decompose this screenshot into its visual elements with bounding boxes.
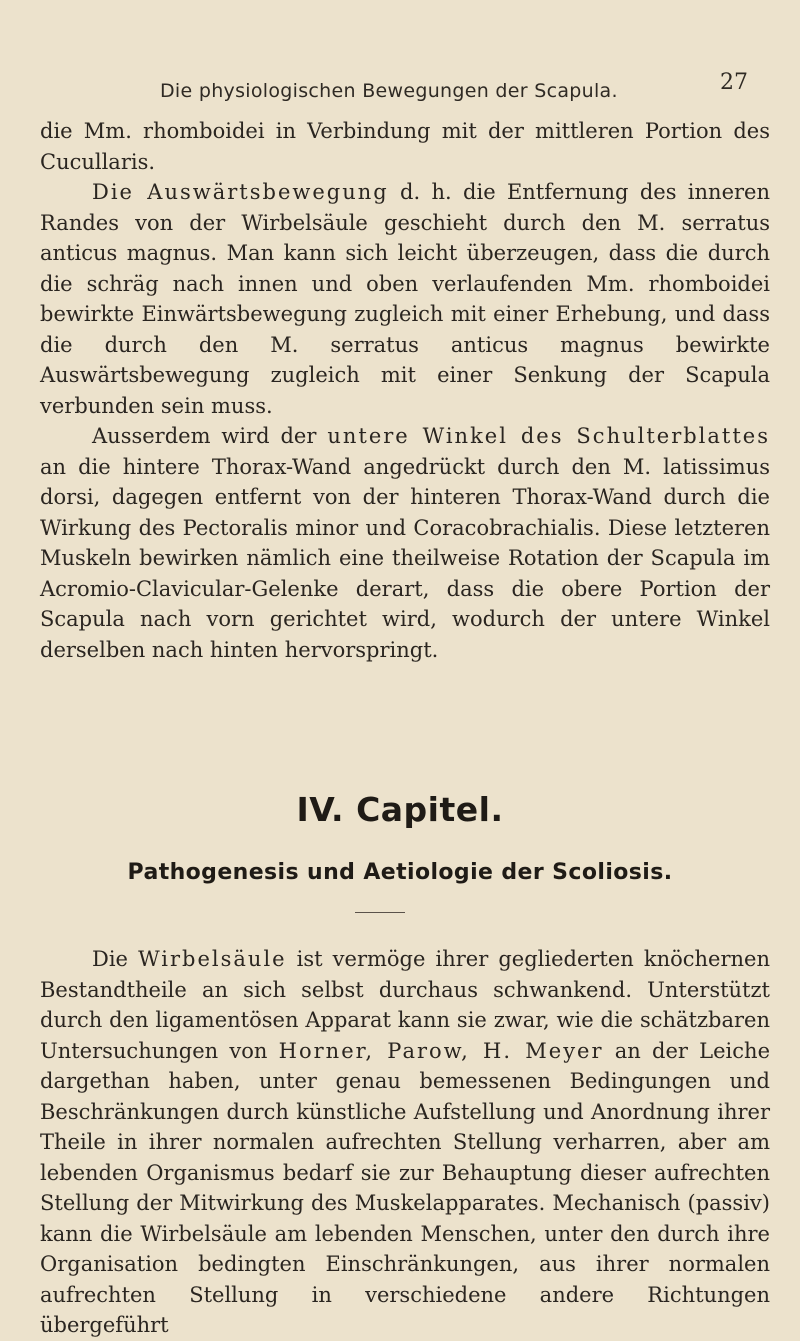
chapter-title: IV. Capitel. bbox=[296, 790, 504, 829]
chapter-paragraph bbox=[40, 944, 770, 1341]
chapter-body bbox=[40, 944, 770, 1341]
page-number: 27 bbox=[720, 70, 748, 95]
emphasis-term: Wirbelsäule bbox=[138, 947, 287, 971]
paragraph-text: d. h. die Entfernung des inneren Randes von der Wirbelsäule geschieht durch den M. serratus anticus magnus. Man kann sich leicht überzeugen, dass die durch die schräg nach innen und oben verlaufenden Mm. rhomboidei bewirkte Einwärtsbewegung zugleich mit einer Erhebung, und dass die durch den M. serratus anticus magnus bewirkte Auswärtsbewegung zugleich mit einer Senkung der Scapula verbunden sein muss. bbox=[40, 180, 770, 418]
top-text-block bbox=[40, 116, 770, 665]
paragraph-text: ist vermöge ihrer gegliederten knöchernen Bestandtheile an sich selbst durchaus schwankend. Unterstützt durch den ligamentösen Apparat kann sie zwar, wie die schätzbaren Untersuchungen von bbox=[40, 947, 770, 1063]
paragraph-2 bbox=[40, 177, 770, 421]
paragraph-1: die Mm. rhomboidei in Verbindung mit der mittleren Portion des Cucullaris. bbox=[40, 119, 770, 174]
paragraph-text: Die bbox=[92, 947, 139, 971]
paragraph-text: an der Leiche dargethan haben, unter genau bemessenen Bedingungen und Beschränkungen durch künstliche Aufstellung und Anordnung ihrer Theile in ihrer normalen aufrechten Stellung verharren, aber am lebenden Organismus bedarf sie zur Behauptung dieser aufrechten Stellung der Mitwirkung des Muskelapparates. Mechanisch (passiv) kann die Wirbelsäule am lebenden Menschen, unter den durch ihre Organisation bedingten Einschränkungen, aus ihrer normalen aufrechten Stellung in verschiedene andere Richtungen übergeführt bbox=[40, 1038, 770, 1337]
emphasis-term: untere Winkel des Schulterblattes bbox=[327, 424, 771, 448]
emphasis-term: Die Auswärtsbewegung bbox=[92, 180, 389, 204]
author-names: Horner, Parow, H. Meyer bbox=[278, 1038, 604, 1063]
running-title: Die physiologischen Bewegungen der Scapula. bbox=[160, 80, 618, 102]
paragraph-3 bbox=[40, 421, 770, 665]
separator-rule bbox=[355, 912, 405, 913]
paragraph-text: an die hintere Thorax-Wand angedrückt durch den M. latissimus dorsi, dagegen entfernt von der hinteren Thorax-Wand durch die Wirkung des Pectoralis minor und Coracobrachialis. Diese letzteren Muskeln bewirken nämlich eine theilweise Rotation der Scapula im Acromio-Clavicular-Gelenke derart, dass die obere Portion der Scapula nach vorn gerichtet wird, wodurch der untere Winkel derselben nach hinten hervorspringt. bbox=[40, 454, 770, 662]
chapter-subtitle: Pathogenesis und Aetiologie der Scoliosis. bbox=[127, 860, 673, 885]
paragraph-text: Ausserdem wird der bbox=[92, 424, 328, 448]
